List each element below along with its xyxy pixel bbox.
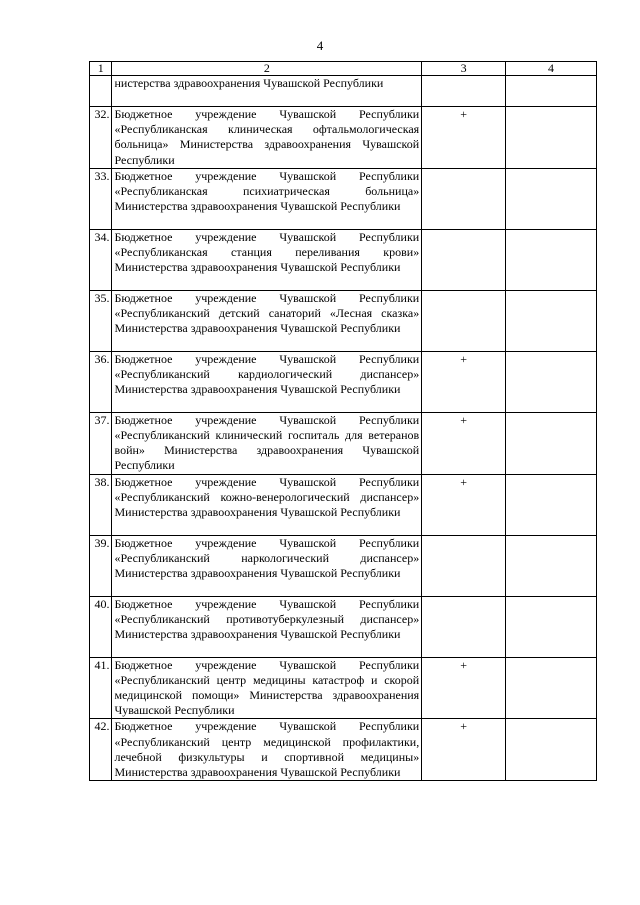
institution-name: Бюджетное учреждение Чувашской Республики «Республиканский центр медицины катастроф и скорой медицинской помощи» Министерства здравоохранения Чувашской Республики: [112, 657, 422, 719]
table-row: [90, 596, 597, 657]
column-3-mark: +: [422, 412, 506, 474]
institution-name: Бюджетное учреждение Чувашской Республики «Республиканская психиатрическая больница» Министерства здравоохранения Чувашской Республики: [112, 168, 422, 229]
column-3-mark: [422, 168, 506, 229]
institution-name: Бюджетное учреждение Чувашской Республики «Республиканский наркологический диспансер» Министерства здравоохранения Чувашской Республики: [112, 535, 422, 596]
column-4-cell: [506, 107, 597, 169]
column-3-mark: [422, 76, 506, 107]
row-number: 41.: [90, 657, 112, 719]
column-4-cell: [506, 290, 597, 351]
column-3-mark: +: [422, 351, 506, 412]
column-4-cell: [506, 229, 597, 290]
institutions-table: [89, 61, 597, 781]
table-row: [90, 474, 597, 535]
column-4-cell: [506, 535, 597, 596]
row-number: 33.: [90, 168, 112, 229]
page-number: 4: [316, 38, 324, 53]
column-4-cell: [506, 412, 597, 474]
row-number: [90, 76, 112, 107]
institution-name: Бюджетное учреждение Чувашской Республики «Республиканский детский санаторий «Лесная сказка» Министерства здравоохранения Чувашской Республики: [112, 290, 422, 351]
column-3-mark: [422, 535, 506, 596]
table-row: [90, 168, 597, 229]
column-3-mark: [422, 596, 506, 657]
row-number: 32.: [90, 107, 112, 169]
column-4-cell: [506, 168, 597, 229]
table-row: [90, 535, 597, 596]
column-3-mark: +: [422, 657, 506, 719]
column-4-cell: [506, 474, 597, 535]
table-row: [90, 719, 597, 781]
institution-name: Бюджетное учреждение Чувашской Республики «Республиканский клинический госпиталь для ветеранов войн» Министерства здравоохранения Чувашской Республики: [112, 412, 422, 474]
row-number: 37.: [90, 412, 112, 474]
table-row: [90, 657, 597, 719]
column-3-mark: +: [422, 474, 506, 535]
table-row: [90, 107, 597, 169]
row-number: 36.: [90, 351, 112, 412]
table-row: [90, 290, 597, 351]
column-4-cell: [506, 76, 597, 107]
table-row: [90, 229, 597, 290]
institution-name: Бюджетное учреждение Чувашской Республики «Республиканский противотуберкулезный диспансер» Министерства здравоохранения Чувашской Республики: [112, 596, 422, 657]
row-number: 39.: [90, 535, 112, 596]
column-header-2: 2: [112, 62, 422, 76]
institution-name: Бюджетное учреждение Чувашской Республики «Республиканская станция переливания крови» Министерства здравоохранения Чувашской Республики: [112, 229, 422, 290]
column-header-3: 3: [422, 62, 506, 76]
column-4-cell: [506, 657, 597, 719]
row-number: 35.: [90, 290, 112, 351]
institution-name: Бюджетное учреждение Чувашской Республики «Республиканский кардиологический диспансер» Министерства здравоохранения Чувашской Республики: [112, 351, 422, 412]
row-number: 42.: [90, 719, 112, 781]
column-3-mark: +: [422, 107, 506, 169]
table-row: [90, 412, 597, 474]
row-number: 38.: [90, 474, 112, 535]
institution-name: нистерства здравоохранения Чувашской Республики: [112, 76, 422, 107]
column-4-cell: [506, 351, 597, 412]
column-3-mark: +: [422, 719, 506, 781]
institution-name: Бюджетное учреждение Чувашской Республики «Республиканский кожно-венерологический диспансер» Министерства здравоохранения Чувашской Республики: [112, 474, 422, 535]
institution-name: Бюджетное учреждение Чувашской Республики «Республиканский центр медицинской профилактики, лечебной физкультуры и спортивной медицины» Министерства здравоохранения Чувашской Республики: [112, 719, 422, 781]
table-row: [90, 351, 597, 412]
institution-name: Бюджетное учреждение Чувашской Республики «Республиканская клиническая офтальмологическая больница» Министерства здравоохранения Чувашской Республики: [112, 107, 422, 169]
column-header-1: 1: [90, 62, 112, 76]
table-row-continuation: [90, 76, 597, 107]
row-number: 34.: [90, 229, 112, 290]
column-4-cell: [506, 596, 597, 657]
table-body: [90, 76, 597, 781]
column-3-mark: [422, 229, 506, 290]
column-3-mark: [422, 290, 506, 351]
column-4-cell: [506, 719, 597, 781]
row-number: 40.: [90, 596, 112, 657]
column-header-4: 4: [506, 62, 597, 76]
table-header-row: [90, 62, 597, 76]
